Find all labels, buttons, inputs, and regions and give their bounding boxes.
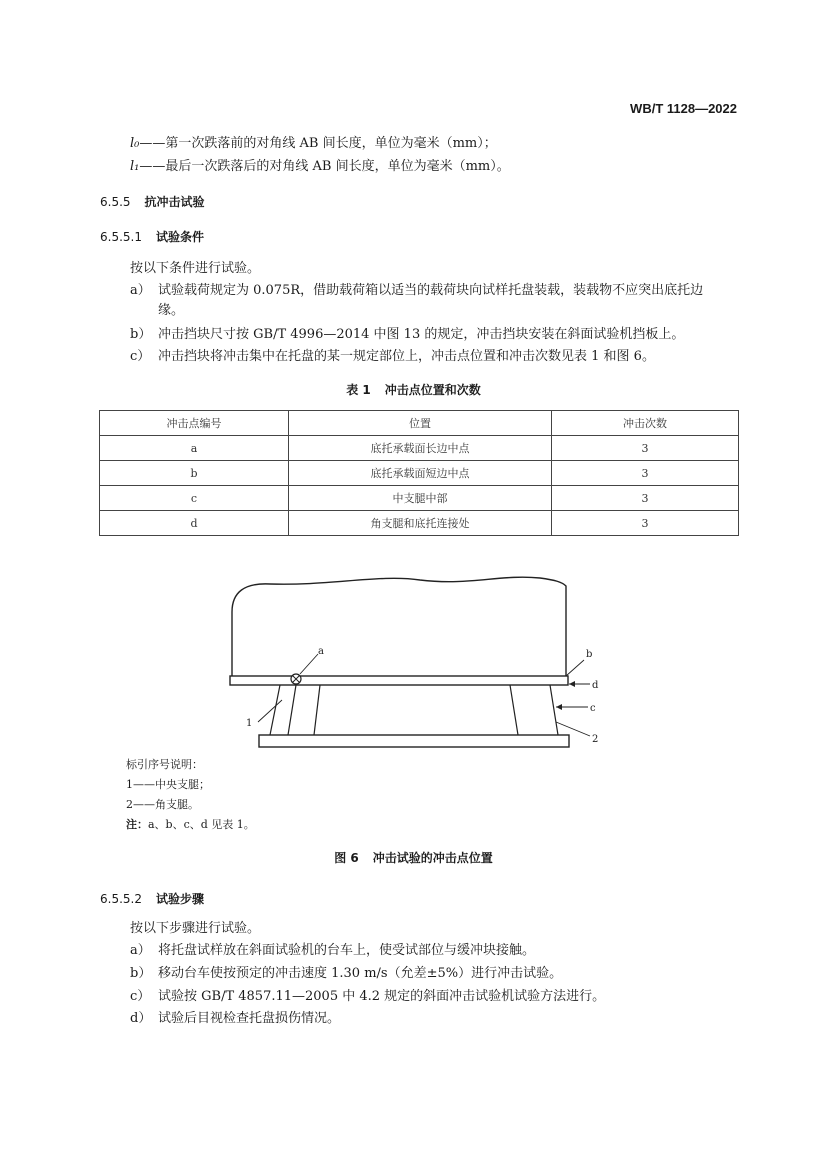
table-cell: 角支腿和底托连接处 [289,511,552,536]
table-cell: 中支腿中部 [289,486,552,511]
figure-caption: 图 6 冲击试验的冲击点位置 [334,851,493,865]
leader-2 [556,722,590,736]
table-cell: 3 [552,511,739,536]
table-header-cell: 位置 [289,411,552,436]
callout-c: c [590,703,596,714]
table-cell: d [100,511,289,536]
leader-b [566,660,584,676]
conditions-intro: 按以下条件进行试验。 [130,261,261,276]
callout-2: 2 [592,734,599,745]
table-caption: 表 1 冲击点位置和次数 [346,383,481,397]
condition-item-c: c） 冲击挡块将冲击集中在托盘的某一规定部位上，冲击点位置和冲击次数见表 1 和图 6。 [130,349,655,364]
steps-intro: 按以下步骤进行试验。 [130,921,261,936]
table-cell: 3 [552,436,739,461]
section-heading-6-5-5: 6.5.5 抗冲击试验 [100,195,205,209]
legend-title: 标引序号说明： [126,758,203,771]
definition-l1: l₁——最后一次跌落后的对角线 AB 间长度，单位为毫米（mm）。 [130,159,510,174]
section-heading-6-5-5-2: 6.5.5.2 试验步骤 [100,892,204,906]
pallet-base [259,735,569,747]
callout-a: a [318,646,324,657]
standard-id: WB/T 1128—2022 [630,101,737,116]
table-cell: 底托承载面长边中点 [289,436,552,461]
table-header-cell: 冲击次数 [552,411,739,436]
condition-item-b: b） 冲击挡块尺寸按 GB/T 4996—2014 中图 13 的规定，冲击挡块安装在斜面试验机挡板上。 [130,327,685,342]
step-item-c: c） 试验按 GB/T 4857.11—2005 中 4.2 规定的斜面冲击试验机试验方法进行。 [130,989,606,1004]
leg-middle [314,685,320,735]
table-cell: 3 [552,486,739,511]
table-cell: a [100,436,289,461]
table-header-cell: 冲击点编号 [100,411,289,436]
condition-item-a: a） 试验载荷规定为 0.075R，借助载荷箱以适当的载荷块向试样托盘装载，装载物不应突出底托边缘。 [130,283,704,318]
figure-note: 注：a、b、c、d 见表 1。 [126,818,255,831]
legend-item: 2——角支腿。 [126,798,199,811]
table-cell: 3 [552,461,739,486]
callout-d: d [592,680,599,691]
callout-1: 1 [246,718,253,729]
leg-right [510,685,558,735]
table-cell: b [100,461,289,486]
step-item-d: d） 试验后目视检查托盘损伤情况。 [130,1011,341,1026]
table-cell: c [100,486,289,511]
step-item-a: a） 将托盘试样放在斜面试验机的台车上，使受试部位与缓冲块接触。 [130,943,536,958]
definition-l0: l₀——第一次跌落前的对角线 AB 间长度，单位为毫米（mm）； [130,136,497,151]
callout-b: b [586,649,593,660]
leader-1 [258,700,282,722]
table-cell: 底托承载面短边中点 [289,461,552,486]
pallet-deck [230,676,568,685]
section-heading-6-5-5-1: 6.5.5.1 试验条件 [100,230,204,244]
legend-item: 1——中央支腿； [126,778,210,791]
leader-a [300,654,318,674]
load-box-outline [232,577,566,676]
leg-left [270,685,296,735]
step-item-b: b） 移动台车使按预定的冲击速度 1.30 m/s（允差±5%）进行冲击试验。 [130,966,563,981]
